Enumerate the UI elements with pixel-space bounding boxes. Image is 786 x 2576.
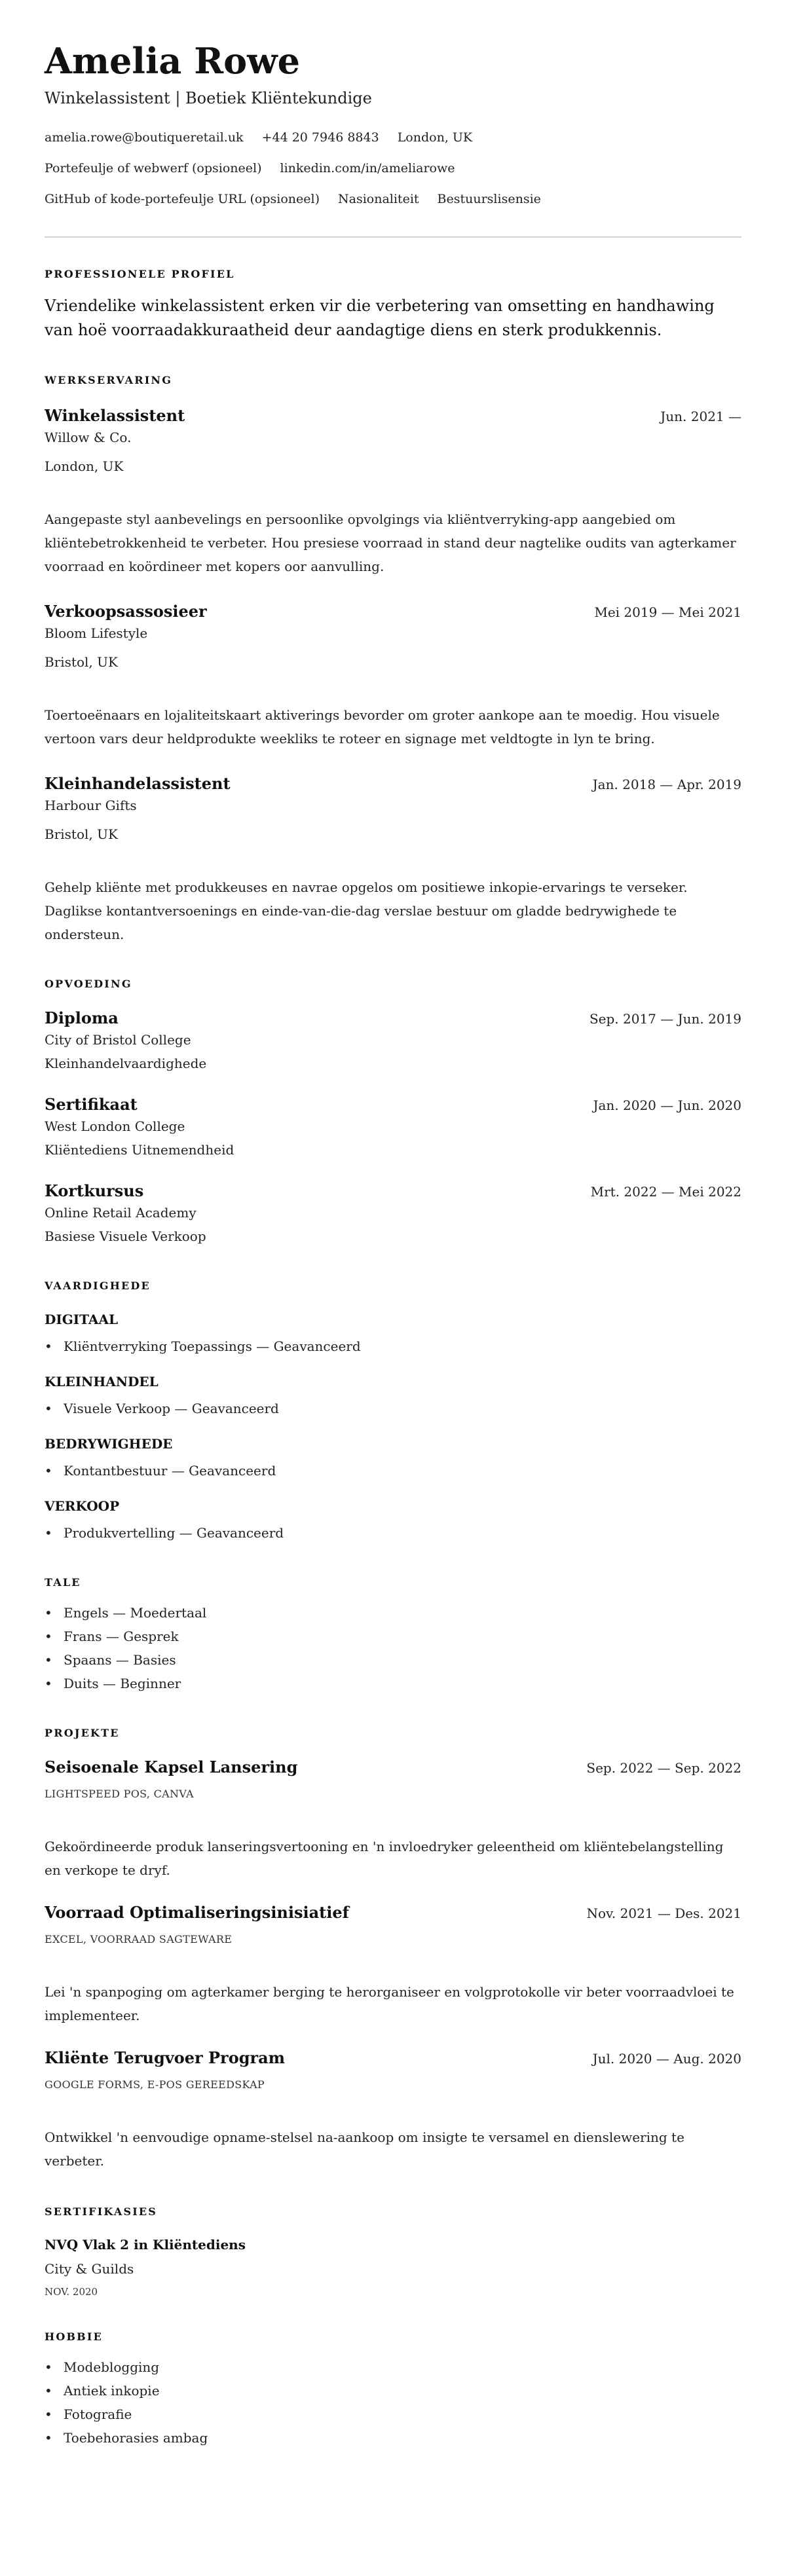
education-header <box>45 1094 741 1116</box>
job-company: Bloom Lifestyle <box>45 625 148 641</box>
language-item: • Spaans — Basies <box>45 1648 741 1672</box>
job-company: Willow & Co. <box>45 430 132 445</box>
section-heading: VAARDIGHEDE <box>45 1279 151 1292</box>
education-dates: Sep. 2017 — Jun. 2019 <box>589 1011 741 1027</box>
job-entry <box>45 601 741 750</box>
job-entry <box>45 773 741 946</box>
email-link[interactable]: amelia.rowe@boutiqueretail.uk <box>45 130 244 145</box>
skill-item: • Kontantbestuur — Geavanceerd <box>45 1459 741 1482</box>
institution: City of Bristol College <box>45 1032 191 1048</box>
skill-category: BEDRYWIGHEDE <box>45 1436 173 1452</box>
section-heading: WERKSERVARING <box>45 374 173 386</box>
skill-list <box>45 1397 741 1420</box>
skill-list <box>45 1521 741 1545</box>
nationality: Nasionaliteit <box>338 192 419 206</box>
hobby-item: • Modeblogging <box>45 2355 741 2379</box>
certifications-section <box>45 2204 741 2300</box>
contact-row <box>45 122 741 153</box>
project-title: Kliënte Terugvoer Program <box>45 2048 286 2067</box>
job-title: Winkelassistent <box>45 406 185 425</box>
project-header <box>45 1902 741 1924</box>
section-heading: TALE <box>45 1576 81 1589</box>
degree: Diploma <box>45 1008 119 1027</box>
resume-page <box>0 41 786 2450</box>
degree: Kortkursus <box>45 1181 144 1200</box>
job-dates: Mei 2019 — Mei 2021 <box>594 604 741 620</box>
linkedin-link[interactable]: linkedin.com/in/ameliarowe <box>280 161 455 175</box>
job-location: Bristol, UK <box>45 826 118 842</box>
github-link[interactable]: GitHub of kode-portefeulje URL (opsioneel) <box>45 192 320 206</box>
language-item: • Engels — Moedertaal <box>45 1601 741 1625</box>
contact-row <box>45 184 741 215</box>
project-description: Lei 'n spanpoging om agterkamer berging te herorganiseer en volgprotokolle vir beter voorraadvloei te implementeer. <box>45 1984 734 2023</box>
header-divider <box>45 236 741 238</box>
job-title: Kleinhandelassistent <box>45 774 231 793</box>
job-description: Gehelp kliënte met produkkeuses en navrae opgelos om positiewe inkopie-ervarings te verseker. Daglikse kontantversoenings en einde-van-die-dag verslae bestuur om gladde bedrywighede te ondersteun. <box>45 879 688 942</box>
skill-category: DIGITAAL <box>45 1312 119 1327</box>
portfolio-link[interactable]: Portefeulje of webwerf (opsioneel) <box>45 161 262 175</box>
skill-list <box>45 1334 741 1358</box>
hobby-item: • Toebehorasies ambag <box>45 2426 741 2450</box>
project-title: Seisoenale Kapsel Lansering <box>45 1757 298 1776</box>
project-entry <box>45 1757 741 1882</box>
certification-title: NVQ Vlak 2 in Kliëntediens <box>45 2237 246 2253</box>
hobby-item: • Fotografie <box>45 2402 741 2426</box>
project-entry <box>45 1902 741 2027</box>
project-tech: LIGHTSPEED POS, CANVA <box>45 1788 194 1800</box>
job-title: Verkoopsassosieer <box>45 602 207 621</box>
section-heading: HOBBIE <box>45 2330 103 2343</box>
languages-section <box>45 1575 741 1695</box>
education-entry <box>45 1094 741 1162</box>
skill-category: VERKOOP <box>45 1498 120 1514</box>
skill-item: • Kliëntverryking Toepassings — Geavanceerd <box>45 1334 741 1358</box>
candidate-name: Amelia Rowe <box>45 40 300 82</box>
skill-item: • Produkvertelling — Geavanceerd <box>45 1521 741 1545</box>
field-of-study: Basiese Visuele Verkoop <box>45 1228 206 1244</box>
skill-category: KLEINHANDEL <box>45 1374 159 1389</box>
job-header <box>45 773 741 795</box>
education-entry <box>45 1181 741 1248</box>
field-of-study: Kleinhandelvaardighede <box>45 1056 207 1071</box>
job-entry <box>45 405 741 578</box>
project-header <box>45 1757 741 1778</box>
project-entry <box>45 2048 741 2173</box>
profile-section <box>45 267 741 342</box>
skill-item: • Visuele Verkoop — Geavanceerd <box>45 1397 741 1420</box>
phone[interactable]: +44 20 7946 8843 <box>261 130 379 145</box>
skill-list <box>45 1459 741 1482</box>
education-entry <box>45 1008 741 1075</box>
section-heading: PROJEKTE <box>45 1727 120 1739</box>
education-header <box>45 1181 741 1202</box>
institution: West London College <box>45 1118 185 1134</box>
job-location: London, UK <box>45 458 124 474</box>
job-header <box>45 405 741 427</box>
job-dates: Jan. 2018 — Apr. 2019 <box>592 777 741 792</box>
contact-row <box>45 153 741 184</box>
profile-text: Vriendelike winkelassistent erken vir die verbetering van omsetting en handhawing van hoë voorraadakkuraatheid deur aandagtige diens en sterk produkkennis. <box>45 297 715 339</box>
job-description: Aangepaste styl aanbevelings en persoonlike opvolgings via kliëntverryking-app aangebied om kliëntebetrokkenheid te verbeter. Hou presiese voorraad in stand deur nagtelike oudits van agterkamer voorraad en koördineer met kopers oor aanvulling. <box>45 511 736 574</box>
section-heading: PROFESSIONELE PROFIEL <box>45 268 235 280</box>
candidate-subtitle: Winkelassistent | Boetiek Kliëntekundige <box>45 89 372 107</box>
degree: Sertifikaat <box>45 1095 138 1114</box>
institution: Online Retail Academy <box>45 1205 196 1221</box>
certification-issuer: City & Guilds <box>45 2261 134 2277</box>
section-heading: OPVOEDING <box>45 978 132 990</box>
projects-section <box>45 1725 741 2173</box>
education-header <box>45 1008 741 1029</box>
education-dates: Jan. 2020 — Jun. 2020 <box>593 1097 741 1113</box>
drivers-license: Bestuurslisensie <box>437 192 541 206</box>
experience-section <box>45 373 741 946</box>
education-dates: Mrt. 2022 — Mei 2022 <box>590 1184 741 1200</box>
project-description: Ontwikkel 'n eenvoudige opname-stelsel na-aankoop om insigte te versamel en dienslewering te verbeter. <box>45 2129 684 2169</box>
field-of-study: Kliëntediens Uitnemendheid <box>45 1142 234 1158</box>
language-item: • Frans — Gesprek <box>45 1625 741 1648</box>
job-location: Bristol, UK <box>45 654 118 670</box>
hobby-item: • Antiek inkopie <box>45 2379 741 2402</box>
language-item: • Duits — Beginner <box>45 1672 741 1695</box>
project-tech: GOOGLE FORMS, E-POS GEREEDSKAP <box>45 2078 265 2091</box>
contact-info <box>45 122 741 215</box>
project-title: Voorraad Optimaliseringsinisiatief <box>45 1903 349 1922</box>
section-heading: SERTIFIKASIES <box>45 2205 158 2218</box>
job-company: Harbour Gifts <box>45 798 137 813</box>
project-dates: Jul. 2020 — Aug. 2020 <box>592 2051 741 2067</box>
job-dates: Jun. 2021 — <box>660 409 741 424</box>
hobbies-section <box>45 2329 741 2450</box>
job-description: Toertoeënaars en lojaliteitskaart aktiverings bevorder om groter aankope aan te moedig. Hou visuele vertoon vars deur heldprodukte weekliks te roteer en signage met veldtogte in lyn te bring. <box>45 707 720 746</box>
project-tech: EXCEL, VOORRAAD SAGTEWARE <box>45 1933 233 1945</box>
certification-date: NOV. 2020 <box>45 2286 98 2298</box>
location: London, UK <box>397 130 473 145</box>
project-header <box>45 2048 741 2069</box>
project-dates: Nov. 2021 — Des. 2021 <box>586 1905 741 1921</box>
project-dates: Sep. 2022 — Sep. 2022 <box>586 1760 741 1776</box>
education-section <box>45 976 741 1248</box>
job-header <box>45 601 741 623</box>
skills-section <box>45 1278 741 1545</box>
project-description: Gekoördineerde produk lanseringsvertooning en 'n invloedryker geleentheid om kliëntebelangstelling en verkope te dryf. <box>45 1839 724 1878</box>
